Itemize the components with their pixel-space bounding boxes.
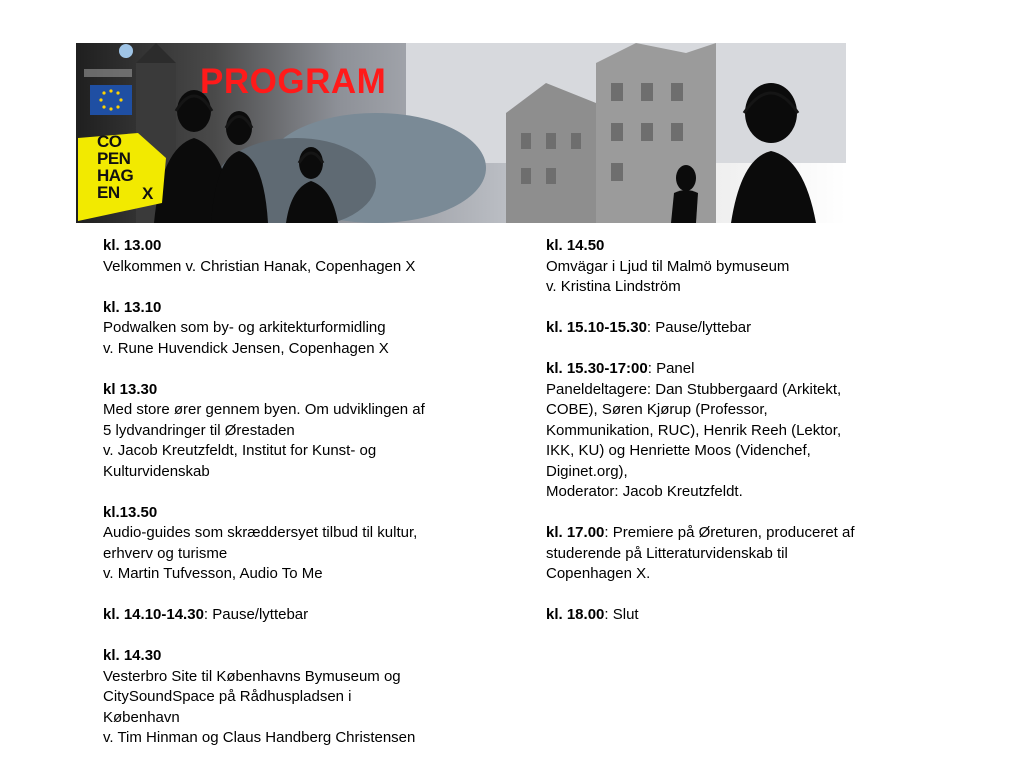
program-item-text: Moderator: Jacob Kreutzfeldt. bbox=[546, 483, 743, 500]
program-item-text: Audio-guides som skræddersyet tilbud til kultur, bbox=[103, 524, 418, 541]
program-time: kl. 17.00 bbox=[546, 524, 605, 541]
program-item-text: v. Martin Tufvesson, Audio To Me bbox=[103, 565, 323, 582]
program-item-text: Paneldeltagere: Dan Stubbergaard (Arkitekt, bbox=[546, 380, 842, 398]
program-left-column bbox=[103, 236, 483, 769]
program-item bbox=[103, 380, 483, 483]
logo-x: X bbox=[142, 184, 154, 203]
program-item bbox=[103, 503, 483, 585]
program-item-text: Omvägar i Ljud til Malmö bymuseum bbox=[546, 257, 790, 275]
program-item-text: Copenhagen X. bbox=[546, 565, 651, 582]
program-item-suffix: : Panel bbox=[647, 360, 695, 377]
program-time: kl. 13.00 bbox=[103, 237, 162, 254]
program-time: kl.13.50 bbox=[103, 503, 158, 521]
program-time: kl. 14.30 bbox=[103, 647, 162, 664]
page-title: PROGRAM bbox=[200, 62, 387, 101]
program-item-suffix: : Pause/lyttebar bbox=[646, 319, 752, 336]
program-time: kl. 13.10 bbox=[103, 298, 162, 316]
emblem-caption bbox=[84, 69, 132, 77]
program-item-text: Kulturvidenskab bbox=[103, 462, 210, 480]
program-item-text: Kommunikation, RUC), Henrik Reeh (Lektor, bbox=[546, 421, 842, 439]
program-item-heading bbox=[546, 605, 916, 626]
program-item-text: v. Tim Hinman og Claus Handberg Christensen bbox=[103, 729, 416, 746]
program-time: kl. 14.10-14.30 bbox=[103, 606, 204, 623]
program-item-heading bbox=[546, 318, 916, 339]
program-item-heading bbox=[103, 646, 483, 667]
program-item-heading bbox=[546, 359, 916, 380]
program-item bbox=[103, 605, 483, 626]
program-item bbox=[103, 646, 483, 749]
program-item-text: erhverv og turisme bbox=[103, 544, 228, 562]
program-time: kl. 14.50 bbox=[546, 237, 605, 254]
program-item-heading bbox=[103, 503, 483, 524]
program-item-text: Diginet.org), bbox=[546, 462, 628, 480]
program-item bbox=[103, 298, 483, 360]
program-time: kl. 15.10-15.30 bbox=[546, 319, 647, 336]
program-item-heading bbox=[103, 298, 483, 319]
program-right-column bbox=[546, 236, 916, 646]
program-item-heading bbox=[103, 236, 483, 257]
program-item-heading bbox=[546, 236, 916, 257]
program-item-heading bbox=[103, 380, 483, 401]
banner-photo bbox=[76, 43, 846, 223]
header-banner bbox=[76, 43, 846, 223]
logo-line: HAG bbox=[97, 166, 134, 185]
program-item-text: COBE), Søren Kjørup (Professor, bbox=[546, 401, 768, 418]
logo-line: CO bbox=[97, 132, 122, 151]
program-item-suffix: : Premiere på Øreturen, produceret af bbox=[604, 524, 855, 541]
program-item-text: Med store ører gennem byen. Om udviklingen af bbox=[103, 401, 425, 418]
program-item-text: v. Kristina Lindström bbox=[546, 278, 681, 295]
program-item-text: Vesterbro Site til Københavns Bymuseum og bbox=[103, 667, 401, 685]
program-item bbox=[546, 318, 916, 339]
program-item-suffix: : Slut bbox=[604, 606, 639, 623]
program-item-heading bbox=[103, 605, 483, 626]
program-item-heading bbox=[546, 523, 916, 544]
logo-line: PEN bbox=[97, 149, 131, 168]
program-item bbox=[546, 236, 916, 298]
program-item bbox=[546, 605, 916, 626]
program-time: kl 13.30 bbox=[103, 380, 158, 398]
logo-line: EN bbox=[97, 183, 120, 202]
program-item-text: studerende på Litteraturvidenskab til bbox=[546, 544, 788, 562]
program-item-text: 5 lydvandringer til Ørestaden bbox=[103, 421, 295, 439]
program-item bbox=[546, 359, 916, 503]
program-item-text: Velkommen v. Christian Hanak, Copenhagen X bbox=[103, 257, 416, 275]
program-item-text: IKK, KU) og Henriette Moos (Videnchef, bbox=[546, 442, 811, 459]
program-item-text: v. Rune Huvendick Jensen, Copenhagen X bbox=[103, 339, 389, 357]
program-item bbox=[103, 236, 483, 277]
emblem bbox=[119, 44, 133, 58]
program-time: kl. 15.30-17:00 bbox=[546, 360, 648, 377]
program-item-text: CitySoundSpace på Rådhuspladsen i bbox=[103, 688, 352, 705]
program-item-suffix: : Pause/lyttebar bbox=[203, 606, 309, 623]
tower-roof bbox=[136, 43, 176, 63]
building bbox=[506, 83, 596, 223]
program-item bbox=[546, 523, 916, 585]
program-item-text: Podwalken som by- og arkitekturformidling bbox=[103, 319, 386, 336]
program-item-text: København bbox=[103, 708, 180, 726]
program-item-text: v. Jacob Kreutzfeldt, Institut for Kunst- og bbox=[103, 442, 377, 459]
program-time: kl. 18.00 bbox=[546, 606, 605, 623]
